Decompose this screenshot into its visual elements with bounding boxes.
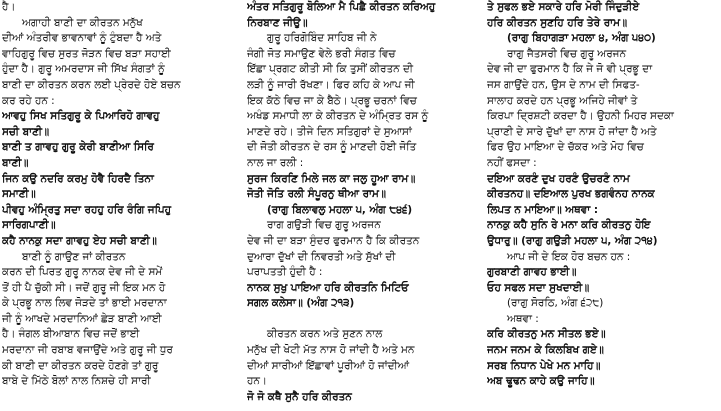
text-line: ਗੁਰੂ ਹਰਿਗੋਬਿੰਦ ਸਾਹਿਬ ਜੀ ਨੇ: [267, 32, 377, 45]
text-line: ਨਾਨਕ ਸੁਖੁ ਪਾਇਆ ਹਰਿ ਕੀਰਤਨਿ ਮਿਟਿਓ: [247, 281, 409, 294]
text-line: ਕੀਰਤਨਹ॥ ਦਇਆਲ ਪੁਰਖ ਭਗਵੰਨਹ ਨਾਨਕ: [487, 188, 655, 201]
text-line: ਫਿਰ ਉਹ ਮਾਇਆ ਦੇ ਚੱਕਰ ਅਤੇ ਮੋਹ ਵਿਚ: [487, 141, 644, 154]
text-line: ਨਾਨਕੁ ਕਹੈ ਸੁਨਿ ਰੇ ਮਨਾ ਕਰਿ ਕੀਰਤਨੁ ਹੋਇ: [487, 219, 651, 232]
text-line: ਹੈ। ਜੰਗਲ ਬੀਆਬਾਨ ਵਿਚ ਜਦੋਂ ਭਾਈ: [2, 328, 140, 341]
text-line: ਤੋਂ ਹੀ ਪੈ ਚੁੱਕੀ ਸੀ। ਜਦੋਂ ਗੁਰੂ ਜੀ ਇਕ ਮਨ ਹੋ: [2, 281, 166, 294]
text-line: ਮਰਦਾਨਾ ਜੀ ਰਬਾਬ ਵਜਾਉਂਦੇ ਅਤੇ ਗੁਰੂ ਜੀ ਧੁਰ: [2, 344, 173, 357]
text-line: ਗੁਰਬਾਣੀ ਗਾਵਹ ਭਾਈ॥: [487, 266, 577, 279]
text-line: ਬਾਣੀ ਦਾ ਕੀਰਤਨ ਕਰਨ ਲਈ ਪ੍ਰੇਰਦੇ ਹੋਏ ਬਚਨ: [2, 78, 181, 91]
text-line: ਉਧਾਰੁ॥ (ਰਾਗੁ ਗਉੜੀ ਮਹਲਾ ੫, ਅੰਗ ੨੧੪): [487, 234, 658, 247]
text-line: ਅਬ ਢੂਢਨ ਕਾਹੇ ਕਉ ਜਾਹਿ॥: [487, 375, 595, 388]
text-line: ਕਹੈ ਨਾਨਕੁ ਸਦਾ ਗਾਵਹੁ ਏਹ ਸਚੀ ਬਾਣੀ॥: [2, 234, 157, 247]
text-line: ਕਰ ਰਹੇ ਹਨ :: [2, 94, 55, 107]
text-line: ਪਰਾਪਤਤੀ ਹੁੰਦੀ ਹੈ :: [247, 266, 323, 279]
text-line: ਕਰਨ ਦੀ ਪਿਰਤ ਗੁਰੂ ਨਾਨਕ ਦੇਵ ਜੀ ਦੇ ਸਮੇਂ: [2, 266, 163, 279]
text-line: ਅਥਵਾ :: [507, 312, 539, 325]
text-line: ਮਾਣਦੇ ਰਹੇ। ਤੀਜੇ ਦਿਨ ਸਤਿਗੁਰਾਂ ਦੇ ਸੁਆਸਾਂ: [247, 125, 412, 138]
text-line: ਦਇਆ ਕਰਣੰ ਦੁਖ ਹਰਣੰ ਉਚਰਣੰ ਨਾਮ: [487, 172, 630, 185]
text-line: ਦੇਵ ਜੀ ਦਾ ਬੜਾ ਸੁੰਦਰ ਫੁਰਮਾਨ ਹੈ ਕਿ ਕੀਰਤਨ: [247, 234, 420, 247]
text-line: ਕੀਰਤਨ ਕਰਨ ਅਤੇ ਸੁਣਨ ਨਾਲ: [267, 328, 383, 341]
text-line: ਅਖੰਡ ਸਮਾਧੀ ਲਾ ਕੇ ਕੀਰਤਨ ਦੇ ਅੰਮ੍ਰਿਤ ਰਸ ਨੂੰ: [247, 110, 429, 123]
text-line: ਕੇ ਪ੍ਰਭੂ ਨਾਲ ਲਿਵ ਜੋੜਦੇ ਤਾਂ ਭਾਈ ਮਰਦਾਨਾ: [2, 297, 167, 310]
text-line: ਬਾਣੀ ਤ ਗਾਵਹੁ ਗੁਰੂ ਕੇਰੀ ਬਾਣੀਆ ਸਿਰਿ: [2, 141, 154, 154]
text-line: ਜੋਤੀ ਜੋਤਿ ਰਲੀ ਸੰਪੂਰਨੁ ਥੀਆ ਰਾਮ॥: [247, 188, 386, 201]
text-line: ਕਰਿ ਕੀਰਤਨੁ ਮਨ ਸੀਤਲ ਭਏ॥: [487, 328, 606, 341]
text-line: ਕਿਰਪਾ ਦ੍ਰਿਸ਼ਟੀ ਕਰਦਾ ਹੈ। ਉਹਨੀ ਮਿਹਰ ਸਦਕਾ: [487, 110, 674, 123]
text-line: ਹੁੰਦਾ ਹੈ। ਗੁਰੂ ਅਮਰਦਾਸ ਜੀ ਸਿੱਖ ਸੰਗਤਾਂ ਨੂੰ: [2, 63, 165, 76]
text-line: ਸਮਾਣੀ॥: [2, 188, 36, 201]
text-line: ਰਾਗ ਗਉੜੀ ਵਿਚ ਗੁਰੂ ਅਰਜਨ: [267, 219, 381, 232]
text-line: [247, 312, 479, 328]
text-line: ਨਾਲ ਜਾ ਰਲੀ :: [247, 156, 304, 169]
text-line: ਤੇ ਸੁਫਲ ਭਏ ਸਕਾਰੇ ਹਰਿ ਮੋਰੀ ਜਿੰਦੁੜੀਏ: [487, 1, 640, 13]
text-line: ਆਪ ਜੀ ਦੇ ਇਕ ਹੋਰ ਬਚਨ ਹਨ :: [507, 250, 631, 263]
text-line: ਜੰਗੀ ਜੋਤ ਸਮਾਉਣ ਵੇਲੇ ਭਰੀ ਸੰਗਤ ਵਿਚ: [247, 47, 396, 60]
text-line: ਵਾਹਿਗੁਰੂ ਵਿਚ ਸੁਰਤ ਜੋੜਨ ਵਿਚ ਬੜਾ ਸਹਾਈ: [2, 47, 171, 60]
text-line: ਜਿਨ ਕਉ ਨਦਰਿ ਕਰਮੁ ਹੋਵੈ ਹਿਰਦੈ ਤਿਨਾ: [2, 172, 154, 185]
text-line: ਮਨੁੱਖ ਦੀ ਖੋਟੀ ਮੱਤ ਨਾਸ ਹੋ ਜਾਂਦੀ ਹੈ ਅਤੇ ਮਨ: [247, 344, 415, 357]
text-line: ਜਨਮ ਜਨਮ ਕੇ ਕਿਲਬਿਖ ਗਏ॥: [487, 344, 604, 357]
text-line: ਦੀ ਜੋਤੀ ਕੀਰਤਨ ਦੇ ਰਸ ਨੂੰ ਮਾਣਦੀ ਹੋਈ ਜੋਤਿ: [247, 141, 417, 154]
text-line: ਬਾਬੇ ਦੇ ਮਿੱਠੇ ਬੋਲਾਂ ਨਾਲ ਨਿਸ਼ਚੇ ਹੀ ਸਾਰੀ: [2, 375, 151, 388]
text-line: ਸਰਬ ਨਿਧਾਨ ਪੇਖੇ ਮਨ ਮਾਹਿ॥: [487, 359, 601, 372]
text-line: ਨਿਰਬਾਣ ਜੀਉ॥: [247, 16, 308, 29]
text-line: ਸਗਲ ਕਲੇਸਾ॥ (ਅੰਗ ੨੧੩): [247, 297, 355, 310]
column-right: [487, 0, 719, 411]
column-left: [2, 0, 238, 411]
text-line: ਜੀ ਨੂੰ ਆਖਦੇ ਮਰਦਾਨਿਆਂ ਛੇੜ ਬਾਣੀ ਆਈ: [2, 312, 162, 325]
text-line: ਇਕ ਕੱਠੇ ਵਿਚ ਜਾ ਕੇ ਬੈਠੇ। ਪ੍ਰਭੂ ਚਰਨਾਂ ਵਿਚ: [247, 94, 417, 107]
text-line: ਹੈ।: [2, 1, 16, 13]
text-line: ਦੀਆਂ ਸਾਰੀਆਂ ਇੱਛਾਵਾਂ ਪੂਰੀਆਂ ਹੋ ਜਾਂਦੀਆਂ: [247, 359, 409, 372]
text-line: ਨਹੀਂ ਫਸਦਾ :: [487, 156, 537, 169]
text-line: ਇੱਛਾ ਪ੍ਰਗਟ ਕੀਤੀ ਸੀ ਕਿ ਤੁਸੀਂ ਕੀਰਤਨ ਦੀ: [247, 63, 413, 76]
text-line: ਲਿਪਤ ਨ ਮਾਇਆ॥ ਅਥਵਾ :: [487, 203, 598, 216]
column-middle: [247, 0, 479, 411]
text-line: ਲੜੀ ਨੂੰ ਜਾਰੀ ਰੱਖਣਾ। ਫਿਰ ਕਹਿ ਕੇ ਆਪ ਜੀ: [247, 78, 415, 91]
text-line: ਦੇਵ ਜੀ ਦਾ ਫੁਰਮਾਨ ਹੈ ਕਿ ਜੇ ਜੋ ਵੀ ਪ੍ਰਭੂ ਦਾ: [487, 63, 653, 76]
text-line: ਪ੍ਰਾਣੀ ਦੇ ਸਾਰੇ ਦੁੱਖਾਂ ਦਾ ਨਾਸ ਹੋ ਜਾਂਦਾ ਹੈ ਅਤੇ: [487, 125, 657, 138]
text-line: ਹਰਿ ਕੀਰਤਨ ਸੁਣਹਿ ਹਰਿ ਤੇਰੇ ਰਾਮ॥: [487, 16, 627, 29]
text-line: (ਰਾਗੁ ਬਿਲਾਵਲੁ ਮਹਲਾ ੫, ਅੰਗ ੮੪੬): [267, 203, 413, 216]
text-line: ਸੁਰਜ ਕਿਰਣਿ ਮਿਲੇ ਜਲ ਕਾ ਜਲੁ ਹੂਆ ਰਾਮ॥: [247, 172, 416, 185]
text-line: ਜਸ ਗਾਉਂਦੇ ਹਨ, ਉਸ ਦੇ ਨਾਮ ਦੀ ਸਿਫਤ-: [487, 78, 640, 91]
text-line: ਰਾਗੁ ਜੈਤਸਰੀ ਵਿਚ ਗੁਰੂ ਅਰਜਨ: [507, 47, 626, 60]
text-line: ਸਾਲਾਹ ਕਰਦੇ ਹਨ ਪ੍ਰਭੂ ਅਜਿਹੇ ਜੀਵਾਂ ਤੇ: [487, 94, 638, 107]
text-line: ਦੁਆਰਾ ਦੁੱਖਾਂ ਦੀ ਨਿਵਰਤੀ ਅਤੇ ਸੁੱਖਾਂ ਦੀ: [247, 250, 396, 263]
text-line: ਸਾਰਿਗਪਾਣੀ॥: [2, 219, 56, 232]
text-line: ਦੀਆਂ ਅੰਤਰੀਵ ਭਾਵਨਾਵਾਂ ਨੂੰ ਟੁੰਬਦਾ ਹੈ ਅਤੇ: [2, 32, 162, 45]
text-line: ਹਨ।: [247, 375, 267, 388]
text-line: ਅੰਤਰ ਸਤਿਗੁਰੂ ਬੋਲਿਆ ਮੈ ਪਿਛੈ ਕੀਰਤਨ ਕਰਿਅਹੁ: [247, 1, 436, 13]
text-line: ਕੀ ਬਾਣੀ ਦਾ ਕੀਰਤਨ ਕਰਦੇ ਹੋਣਗੇ ਤਾਂ ਗੁਰੂ: [2, 359, 159, 372]
text-line: ਬਾਣੀ ਨੂੰ ਗਾਉਣ ਜਾਂ ਕੀਰਤਨ: [22, 250, 126, 263]
text-line: ਬਾਣੀ॥: [2, 156, 29, 169]
text-line: ਓਹ ਸਫਲ ਸਦਾ ਸੁਖਦਾਈ॥: [487, 281, 590, 294]
text-line: (ਰਾਗੁ ਸੋਰਠਿ, ਅੰਗ ੬੨੮): [507, 297, 604, 310]
text-line: ਪੀਵਹੁ ਅੰਮ੍ਰਿਤੁ ਸਦਾ ਰਹਹੁ ਹਰਿ ਰੰਗਿ ਜਪਿਹੁ: [2, 203, 172, 216]
text-line: ਆਵਹੁ ਸਿਖ ਸਤਿਗੁਰੂ ਕੇ ਪਿਆਰਿਹੋ ਗਾਵਹੁ: [2, 110, 160, 123]
text-line: (ਰਾਗੁ ਬਿਹਾਗੜਾ ਮਹਲਾ ੪, ਅੰਗ ੫੪੦): [507, 32, 656, 45]
text-line: ਸਚੀ ਬਾਣੀ॥: [2, 125, 50, 138]
text-line: ਅਗਾਹੀ ਬਾਣੀ ਦਾ ਕੀਰਤਨ ਮਨੁੱਖ: [22, 16, 143, 29]
text-line: ਜੋ ਜੋ ਕਥੈ ਸੁਨੈ ਹਰਿ ਕੀਰਤਨ: [247, 390, 352, 403]
